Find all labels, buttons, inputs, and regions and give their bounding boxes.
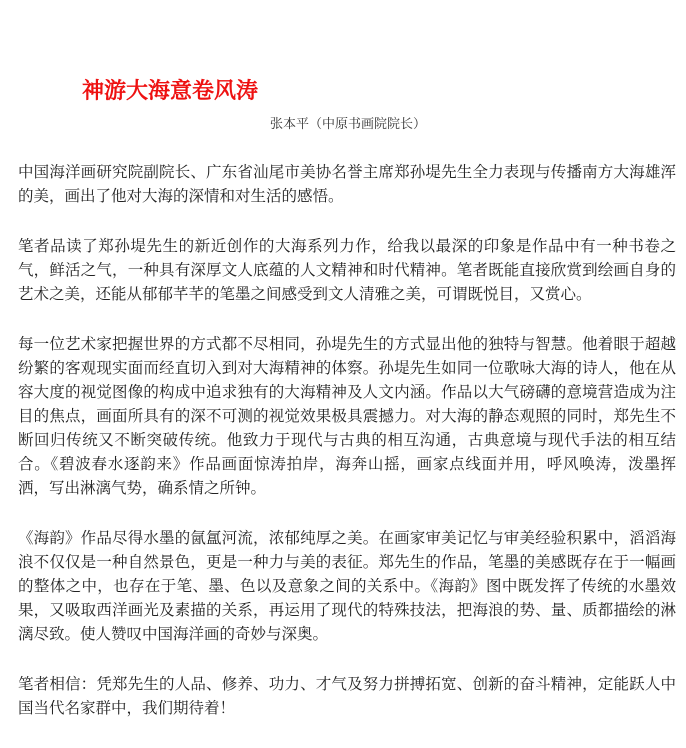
paragraph-3: 每一位艺术家把握世界的方式都不尽相同，孙堤先生的方式显出他的独特与智慧。他着眼于超越纷繁的客观现实面而经直切入到对大海精神的体察。孙堤先生如同一位歌咏大海的诗人，他在从容大度的视觉图像的构成中追求独有的大海精神及人文内涵。作品以大气磅礴的意境营造成为注目的焦点，画面所具有的深不可测的视觉效果极具震撼力。对大海的静态观照的同时，郑先生不断回归传统又不断突破传统。他致力于现代与古典的相互沟通，古典意境与现代手法的相互结合。《碧波春水逐韵来》作品画面惊涛拍岸，海奔山摇，画家点线面并用，呼风唤涛，泼墨挥洒，写出淋漓气势，确系情之所钟。 — [18, 335, 676, 497]
paragraph-1: 中国海洋画研究院副院长、广东省汕尾市美协名誉主席郑孙堤先生全力表现与传播南方大海雄浑的美，画出了他对大海的深情和对生活的感悟。 — [18, 163, 676, 205]
article-title: 神游大海意卷风涛 — [82, 79, 259, 104]
paragraph-4: 《海韵》作品尽得水墨的氤氲河流，浓郁纯厚之美。在画家审美记忆与审美经验积累中，滔滔海浪不仅仅是一种自然景色，更是一种力与美的表征。郑先生的作品，笔墨的美感既存在于一幅画的整体之中，也存在于笔、墨、色以及意象之间的关系中。《海韵》图中既发挥了传统的水墨效果，又吸取西洋画光及素描的关系，再运用了现代的特殊技法，把海浪的势、量、质都描绘的淋漓尽致。使人赞叹中国海洋画的奇妙与深奥。 — [18, 529, 676, 643]
paragraph-2: 笔者品读了郑孙堤先生的新近创作的大海系列力作，给我以最深的印象是作品中有一种书卷之气，鲜活之气，一种具有深厚文人底蕴的人文精神和时代精神。笔者既能直接欣赏到绘画自身的艺术之美，还能从郁郁芊芊的笔墨之间感受到文人清雅之美，可谓既悦目，又赏心。 — [18, 237, 676, 303]
paragraph-5: 笔者相信：凭郑先生的人品、修养、功力、才气及努力拼搏拓宽、创新的奋斗精神，定能跃人中国当代名家群中，我们期待着！ — [18, 675, 676, 717]
article-byline: 张本平（中原书画院院长） — [270, 117, 427, 132]
article-body — [18, 160, 676, 720]
